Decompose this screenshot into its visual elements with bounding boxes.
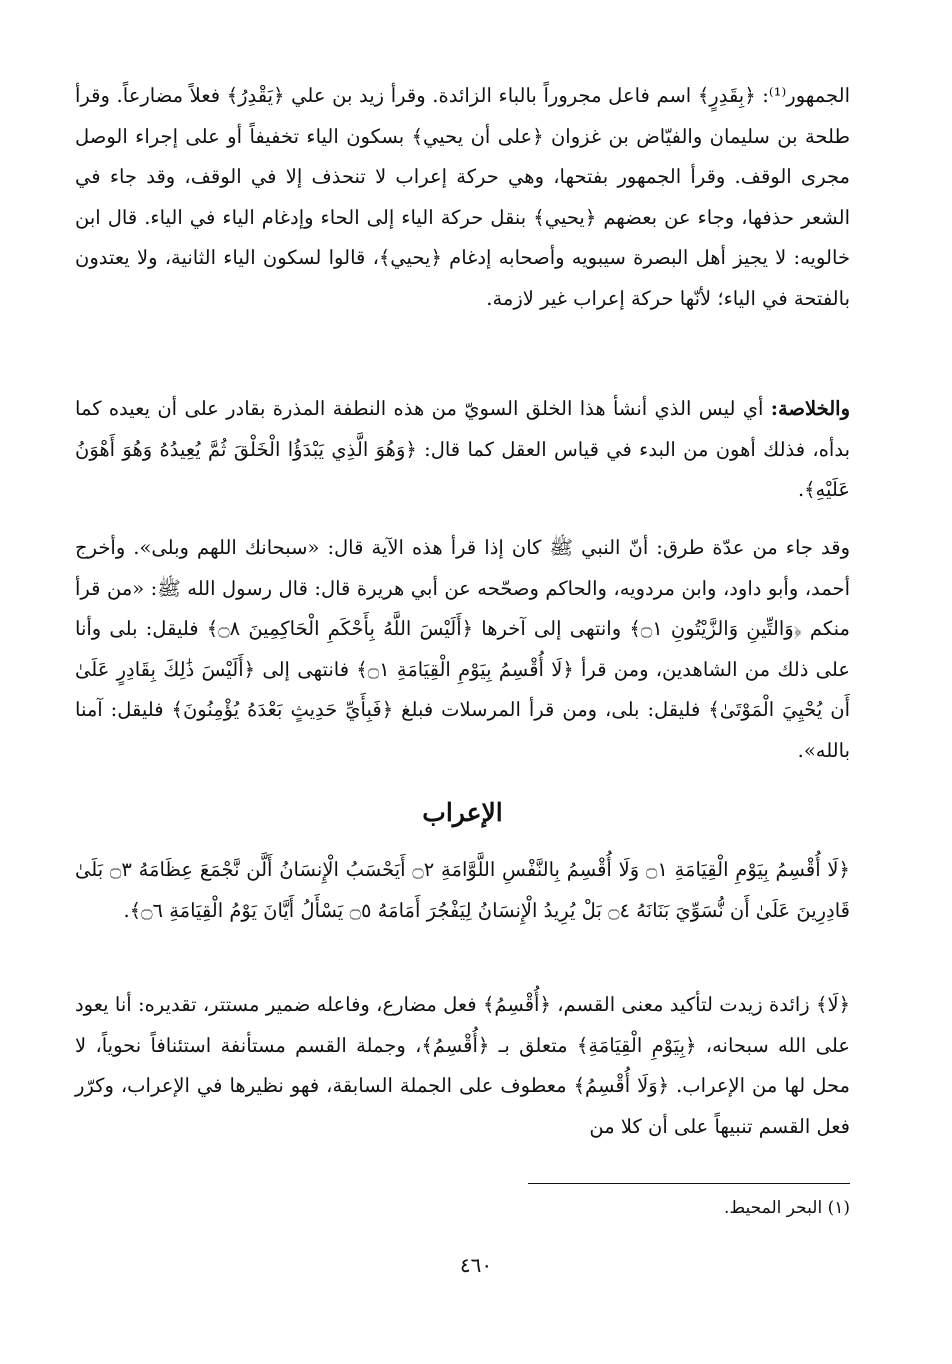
quran-verses: ﴿لَا أُقْسِمُ بِيَوْمِ الْقِيَامَةِ ۝١ وَلَا أُقْسِمُ بِالنَّفْسِ اللَّوَّامَةِ ۝٢ أَيَحْسَبُ الْإِنسَانُ أَلَّن نَّجْمَعَ عِظَامَهُ ۝٣ بَلَىٰ قَادِرِينَ عَلَىٰ أَن نُّسَوِّيَ بَنَانَهُ ۝٤ بَلْ يُرِيدُ الْإِنسَانُ لِيَفْجُرَ أَمَامَهُ ۝٥ يَسْأَلُ أَيَّانَ يَوْمُ الْقِيَامَةِ ۝٦﴾. <box>75 858 850 922</box>
paragraph-grammar: ﴿لَا﴾ زائدة زيدت لتأكيد معنى القسم، ﴿أُقْسِمُ﴾ فعل مضارع، وفاعله ضمير مستتر، تقديره: أنا يعود على الله سبحانه، ﴿بِيَوْمِ الْقِيَامَةِ﴾ متعلق بـ ﴿أُقْسِمُ﴾، وجملة القسم مستأنفة استئنافاً نحوياً، لا محل لها من الإعراب. ﴿وَلَا أُقْسِمُ﴾ معطوف على الجملة السابقة، فهو نظيرها في الإعراب، وكرّر فعل القسم تنبيهاً على أن كلا من <box>75 993 850 1138</box>
footnote-divider <box>528 1183 850 1184</box>
summary-label: والخلاصة: <box>770 397 850 420</box>
section-heading: الإعراب <box>422 798 503 827</box>
footnote: (١) البحر المحيط. <box>724 1198 850 1218</box>
page-number: ٤٦٠ <box>459 1253 493 1277</box>
summary-text: أي ليس الذي أنشأ هذا الخلق السويّ من هذه النطفة المذرة بقادر على أن يعيده كما بدأه، فذلك أهون من البدء في قياس العقل كما قال: ﴿وَهُوَ الَّذِي يَبْدَؤُا الْخَلْقَ ثُمَّ يُعِيدُهُ وَهُوَ أَهْوَنُ عَلَيْهِ﴾. <box>75 397 850 502</box>
paragraph-hadith: وقد جاء من عدّة طرق: أنّ النبي ﷺ كان إذا قرأ هذه الآية قال: «سبحانك اللهم وبلى». وأخرج أحمد، وأبو داود، وابن مردويه، والحاكم وصحّحه عن أبي هريرة قال: قال رسول الله ﷺ: «من قرأ منكم ﴿وَالتِّينِ وَالزَّيْتُونِ ۝١﴾ وانتهى إلى آخرها ﴿أَلَيْسَ اللَّهُ بِأَحْكَمِ الْحَاكِمِينَ ۝٨﴾ فليقل: بلى وأنا على ذلك من الشاهدين، ومن قرأ ﴿لَا أُقْسِمُ بِيَوْمِ الْقِيَامَةِ ۝١﴾ فانتهى إلى ﴿أَلَيْسَ ذَٰلِكَ بِقَادِرٍ عَلَىٰ أَن يُحْيِيَ الْمَوْتَىٰ﴾ فليقل: بلى، ومن قرأ المرسلات فبلغ ﴿فَبِأَيِّ حَدِيثٍ بَعْدَهُ يُؤْمِنُونَ﴾ فليقل: آمنا بالله». <box>75 536 851 762</box>
paragraph-readings: الجمهور⁽¹⁾: ﴿بِقَدِرٍ﴾ اسم فاعل مجروراً بالباء الزائدة. وقرأ زيد بن علي ﴿يَقْدِرُ﴾ فعلاً مضارعاً. وقرأ طلحة بن سليمان والفيّاض بن غزوان ﴿على أن يحيي﴾ بسكون الياء تخفيفاً أو على إجراء الوصل مجرى الوقف. وقرأ الجمهور بفتحها، وهي حركة إعراب لا تنحذف إلا في الوقف، وقد جاء في الشعر حذفها، وجاء عن بعضهم ﴿يحيي﴾ بنقل حركة الياء إلى الحاء وإدغام الياء في الياء. قال ابن خالويه: لا يجيز أهل البصرة سيبويه وأصحابه إدغام ﴿يحيي﴾، قالوا لسكون الياء الثانية، ولا يعتدون بالفتحة في الياء؛ لأنّها حركة إعراب غير لازمة. <box>75 84 850 310</box>
paragraph-summary <box>75 389 850 511</box>
